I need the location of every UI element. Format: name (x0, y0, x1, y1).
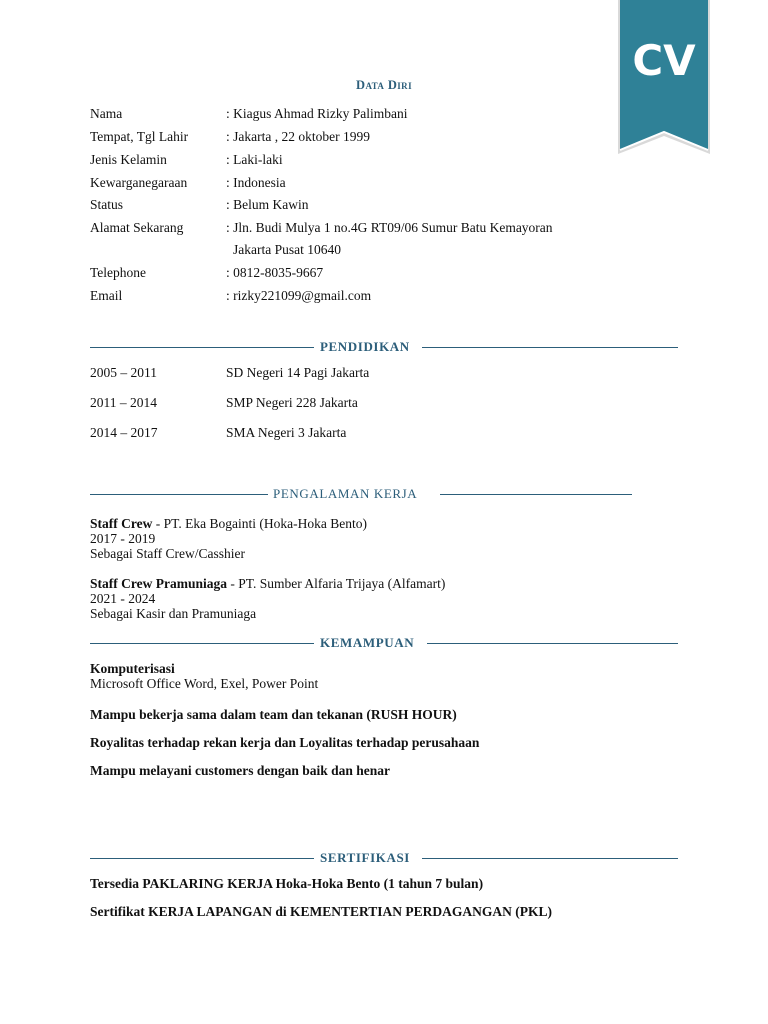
education-school: SMA Negeri 3 Jakarta (226, 425, 347, 440)
skill-item: Mampu bekerja sama dalam team dan tekanan (RUSH HOUR) (90, 707, 457, 722)
section-title: PENGALAMAN KERJA (273, 486, 418, 501)
field-value: : 0812-8035-9667 (226, 265, 324, 280)
field-label: Tempat, Tgl Lahir (90, 129, 189, 144)
certificate-item: Sertifikat KERJA LAPANGAN di KEMENTERTIAN PERDAGANGAN (PKL) (90, 904, 553, 919)
job-role: Sebagai Kasir dan Pramuniaga (90, 606, 257, 621)
field-label: Email (90, 288, 123, 303)
education-school: SD Negeri 14 Pagi Jakarta (226, 365, 370, 380)
computer-skill (90, 661, 318, 691)
data-diri-title: Data Diri (356, 78, 412, 92)
field-value: : Kiagus Ahmad Rizky Palimbani (226, 106, 408, 121)
divider-line (90, 347, 314, 348)
job-position: Staff Crew (90, 516, 153, 531)
section-header-pendidikan (90, 341, 678, 355)
section-header-sertifikasi (90, 852, 678, 866)
job-period: 2017 - 2019 (90, 531, 156, 546)
field-label: Kewarganegaraan (90, 175, 188, 190)
divider-line (422, 858, 678, 859)
divider-line (90, 494, 268, 495)
section-header-kemampuan (90, 637, 678, 651)
section-title: SERTIFIKASI (320, 850, 410, 865)
section-title: KEMAMPUAN (320, 635, 415, 650)
divider-line (422, 347, 678, 348)
job-heading (90, 576, 445, 591)
field-label: Alamat Sekarang (90, 220, 184, 235)
field-label: Nama (90, 106, 123, 121)
certificate-item: Tersedia PAKLARING KERJA Hoka-Hoka Bento (1 tahun 7 bulan) (90, 876, 484, 891)
field-label: Telephone (90, 265, 147, 280)
field-value: : Jln. Budi Mulya 1 no.4G RT09/06 Sumur Batu Kemayoran (226, 220, 553, 235)
field-value: : Laki-laki (226, 152, 283, 167)
field-label: Status (90, 197, 124, 212)
skill-detail: Microsoft Office Word, Exel, Power Point (90, 676, 319, 691)
job-period: 2021 - 2024 (90, 591, 156, 606)
field-value: : Indonesia (226, 175, 286, 190)
divider-line (90, 643, 314, 644)
skill-item: Royalitas terhadap rekan kerja dan Loyalitas terhadap perusahaan (90, 735, 480, 750)
section-header-pengalaman (90, 488, 632, 502)
job-entry (90, 576, 445, 621)
job-company: - PT. Sumber Alfaria Trijaya (Alfamart) (226, 576, 446, 591)
cv-badge-text: CV (632, 36, 696, 85)
field-value: Jakarta Pusat 10640 (233, 242, 341, 257)
field-value: : Jakarta , 22 oktober 1999 (226, 129, 370, 144)
field-label: Jenis Kelamin (90, 152, 167, 167)
job-role: Sebagai Staff Crew/Casshier (90, 546, 245, 561)
job-position: Staff Crew Pramuniaga (90, 576, 227, 591)
divider-line (90, 858, 314, 859)
field-value: : Belum Kawin (226, 197, 309, 212)
education-years: 2011 – 2014 (90, 395, 157, 410)
skill-item: Mampu melayani customers dengan baik dan henar (90, 763, 391, 778)
education-school: SMP Negeri 228 Jakarta (226, 395, 358, 410)
job-heading (90, 516, 367, 531)
section-title: PENDIDIKAN (320, 339, 410, 354)
divider-line (427, 643, 678, 644)
divider-line (440, 494, 632, 495)
field-value: : rizky221099@gmail.com (226, 288, 372, 303)
education-years: 2005 – 2011 (90, 365, 157, 380)
education-years: 2014 – 2017 (90, 425, 158, 440)
job-entry (90, 516, 367, 561)
job-company: - PT. Eka Bogainti (Hoka-Hoka Bento) (152, 516, 367, 531)
skill-title: Komputerisasi (90, 661, 175, 676)
